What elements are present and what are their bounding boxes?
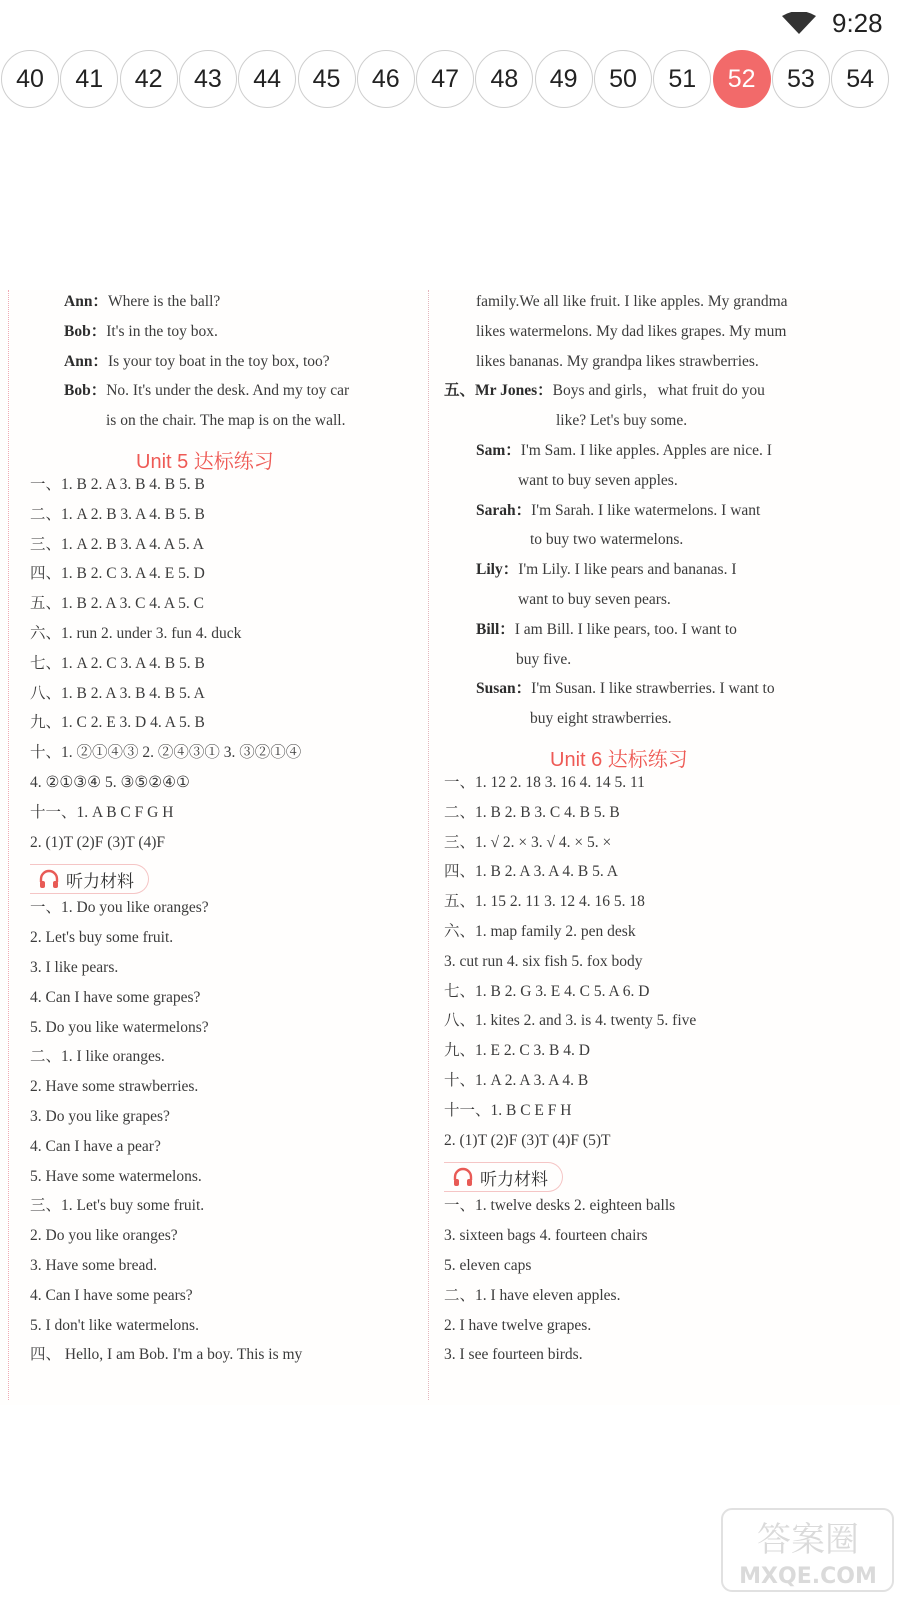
dialog-line xyxy=(64,381,349,401)
line-text: No. It's under the desk. And my toy car xyxy=(106,382,350,400)
page-button-41[interactable]: 41 xyxy=(60,50,118,108)
answer-line xyxy=(30,684,205,704)
listening-line xyxy=(30,1286,193,1306)
line-text: 五、1. B 2. A 3. C 4. A 5. C xyxy=(30,595,204,613)
line-text: It's in the toy box. xyxy=(106,322,218,340)
answer-line xyxy=(30,833,165,853)
column-divider xyxy=(428,290,429,1400)
speaker-name: Susan： xyxy=(476,680,532,698)
answer-line xyxy=(30,654,205,674)
passage-line xyxy=(476,322,786,342)
line-text: 九、1. C 2. E 3. D 4. A 5. B xyxy=(30,714,205,732)
answer-line xyxy=(444,862,618,882)
line-text: 四、1. B 2. A 3. A 4. B 5. A xyxy=(444,863,618,881)
listening-line xyxy=(30,1047,165,1067)
svg-text:答案圈: 答案圈 xyxy=(757,1520,859,1560)
listening-line xyxy=(30,1256,157,1276)
page-button-44[interactable]: 44 xyxy=(238,50,296,108)
answer-line xyxy=(30,594,204,614)
dialog-line xyxy=(64,322,218,342)
line-text: Is your toy boat in the toy box, too? xyxy=(107,352,330,370)
line-text: I'm Lily. I like pears and bananas. I xyxy=(518,561,737,579)
line-text: 4. Can I have some grapes? xyxy=(30,988,201,1006)
listening-line xyxy=(444,1316,591,1336)
dialog-line xyxy=(476,560,736,580)
answer-line xyxy=(444,952,642,972)
line-text: 3. I like pears. xyxy=(30,959,119,976)
line-text: 4. Can I have some pears? xyxy=(30,1286,193,1304)
passage-line xyxy=(476,352,759,372)
line-text: 5. Have some watermelons. xyxy=(30,1167,202,1185)
line-text: 六、1. map family 2. pen desk xyxy=(444,923,636,940)
line-text: Where is the ball? xyxy=(107,293,221,310)
answer-line xyxy=(444,892,645,912)
line-text: want to buy seven pears. xyxy=(518,591,671,608)
answer-line xyxy=(444,1101,571,1121)
line-text: 四、1. B 2. C 3. A 4. E 5. D xyxy=(30,565,205,583)
line-text: 一、1. 12 2. 18 3. 16 4. 14 5. 11 xyxy=(444,774,645,791)
answer-line xyxy=(444,773,645,793)
page-button-40[interactable]: 40 xyxy=(1,50,59,108)
line-text: 十、1. A 2. A 3. A 4. B xyxy=(444,1072,589,1089)
answer-line xyxy=(444,1011,696,1031)
line-text: 二、1. B 2. B 3. C 4. B 5. B xyxy=(444,803,620,821)
answer-line xyxy=(30,713,205,733)
line-text: 二、1. I have eleven apples. xyxy=(444,1286,621,1304)
line-text: 3. Do you like grapes? xyxy=(30,1108,170,1125)
line-text: 七、1. B 2. G 3. E 4. C 5. A 6. D xyxy=(444,982,650,1000)
dialog-line xyxy=(106,411,346,431)
line-text: 4. Can I have a pear? xyxy=(30,1137,161,1155)
status-bar xyxy=(0,0,900,46)
line-text: like? Let's buy some. xyxy=(556,412,688,430)
headphones-icon xyxy=(38,868,60,890)
line-text: to buy two watermelons. xyxy=(530,531,684,549)
answer-line xyxy=(444,1131,610,1151)
answer-line xyxy=(444,982,649,1002)
line-text: 二、1. I like oranges. xyxy=(30,1048,165,1066)
line-text: 3. cut run 4. six fish 5. fox body xyxy=(444,952,643,970)
line-text: I'm Sam. I like apples. Apples are nice. I xyxy=(520,442,772,459)
speaker-name: Bob： xyxy=(64,382,107,400)
page-button-50[interactable]: 50 xyxy=(594,50,652,108)
listening-line xyxy=(444,1256,531,1276)
speaker-name: Sarah： xyxy=(476,501,532,519)
line-text: 十一、1. B C E F H xyxy=(444,1101,572,1119)
listening-line xyxy=(30,988,200,1008)
line-text: likes watermelons. My dad likes grapes. My mum xyxy=(476,322,787,340)
listening-line xyxy=(30,1107,170,1127)
dialog-line xyxy=(64,292,220,312)
answer-line xyxy=(30,624,241,644)
listening-line xyxy=(444,1196,675,1216)
dialog-line xyxy=(518,471,678,491)
line-text: 3. Have some bread. xyxy=(30,1257,157,1274)
speaker-name: Lily： xyxy=(476,561,519,579)
listening-label: 听力材料 xyxy=(66,871,134,891)
line-text: 三、1. A 2. B 3. A 4. A 5. A xyxy=(30,535,204,553)
line-text: I am Bill. I like pears, too. I want to xyxy=(514,620,737,638)
line-text: buy five. xyxy=(516,650,572,668)
answer-line xyxy=(30,564,205,584)
line-text: 十、1. ②①④③ 2. ②④③① 3. ③②①④ xyxy=(30,744,302,762)
line-text: 3. sixteen bags 4. fourteen chairs xyxy=(444,1227,648,1245)
line-text: 三、1. √ 2. × 3. √ 4. × 5. × xyxy=(444,833,612,851)
line-text: 5. eleven caps xyxy=(444,1257,532,1274)
line-text: 六、1. run 2. under 3. fun 4. duck xyxy=(30,625,242,642)
dialog-line xyxy=(530,530,683,550)
page-button-43[interactable]: 43 xyxy=(179,50,237,108)
watermark-logo xyxy=(720,1505,895,1595)
line-text: likes bananas. My grandpa likes strawberries. xyxy=(476,352,759,370)
line-text: 五、1. 15 2. 11 3. 12 4. 16 5. 18 xyxy=(444,893,645,911)
listening-line xyxy=(30,1226,178,1246)
speaker-name: 五、Mr Jones： xyxy=(444,382,553,400)
speaker-name: Bill： xyxy=(476,620,515,638)
passage-line xyxy=(476,292,788,312)
page-button-54[interactable]: 54 xyxy=(831,50,889,108)
answer-line xyxy=(30,803,173,823)
line-text: 一、1. twelve desks 2. eighteen balls xyxy=(444,1197,676,1215)
line-text: is on the chair. The map is on the wall. xyxy=(106,412,346,430)
line-text: family.We all like fruit. I like apples. My grandma xyxy=(476,293,788,310)
dialog-line xyxy=(556,411,687,431)
listening-line xyxy=(30,958,118,978)
speaker-name: Ann： xyxy=(64,293,108,310)
listening-header xyxy=(444,1162,563,1192)
page-button-42[interactable]: 42 xyxy=(120,50,178,108)
listening-line xyxy=(30,1167,202,1187)
unit6-title: Unit 6 达标练习 xyxy=(550,749,688,771)
speaker-name: Ann： xyxy=(64,352,108,370)
line-text: 八、1. B 2. A 3. B 4. B 5. A xyxy=(30,684,205,702)
listening-line xyxy=(30,898,209,918)
page-button-49[interactable]: 49 xyxy=(535,50,593,108)
line-text: Boys and girls，what fruit do you xyxy=(552,382,765,400)
line-text: 九、1. E 2. C 3. B 4. D xyxy=(444,1042,590,1060)
document-page xyxy=(0,290,900,1405)
line-text: 一、1. Do you like oranges? xyxy=(30,899,209,917)
answer-line xyxy=(30,475,205,495)
line-text: 4. ②①③④ 5. ③⑤②④① xyxy=(30,774,190,791)
listening-label: 听力材料 xyxy=(480,1169,548,1189)
speaker-name: Bob： xyxy=(64,322,107,340)
answer-line xyxy=(444,803,620,823)
line-text: 3. I see fourteen birds. xyxy=(444,1346,583,1364)
line-text: 七、1. A 2. C 3. A 4. B 5. B xyxy=(30,654,205,672)
answer-line xyxy=(30,773,190,793)
page-button-47[interactable]: 47 xyxy=(416,50,474,108)
answer-line xyxy=(444,1041,590,1061)
line-text: 2. (1)T (2)F (3)T (4)F xyxy=(30,833,166,851)
dialog-line xyxy=(516,650,571,670)
unit5-title: Unit 5 达标练习 xyxy=(136,451,274,473)
answer-line xyxy=(30,505,205,525)
dialog-line xyxy=(476,620,737,640)
dialog-line xyxy=(444,381,765,401)
line-text: 2. Do you like oranges? xyxy=(30,1227,178,1245)
page-button-52[interactable]: 52 xyxy=(713,50,771,108)
line-text: I'm Susan. I like strawberries. I want to xyxy=(531,680,775,698)
answer-line xyxy=(30,535,204,555)
listening-line xyxy=(30,1137,161,1157)
answer-line xyxy=(444,833,611,853)
line-text: 四、 Hello, I am Bob. I'm a boy. This is my xyxy=(30,1346,303,1364)
line-text: 2. Let's buy some fruit. xyxy=(30,929,174,947)
left-margin-rule xyxy=(8,290,9,1400)
line-text: 二、1. A 2. B 3. A 4. B 5. B xyxy=(30,505,205,523)
listening-line xyxy=(30,1077,198,1097)
dialog-line xyxy=(476,679,775,699)
page-button-51[interactable]: 51 xyxy=(653,50,711,108)
svg-text:MXQE.COM: MXQE.COM xyxy=(739,1564,877,1589)
answer-line xyxy=(444,922,636,942)
answer-line xyxy=(444,1071,588,1091)
speaker-name: Sam： xyxy=(476,442,521,459)
line-text: 十一、1. A B C F G H xyxy=(30,803,174,821)
status-time: 9:28 xyxy=(832,8,883,38)
line-text: 5. I don't like watermelons. xyxy=(30,1316,199,1334)
listening-line xyxy=(30,1345,302,1365)
dialog-line xyxy=(518,590,671,610)
listening-line xyxy=(30,1316,199,1336)
listening-line xyxy=(30,928,173,948)
wifi-icon xyxy=(782,12,816,34)
dialog-line xyxy=(530,709,672,729)
page-button-45[interactable]: 45 xyxy=(298,50,356,108)
line-text: 5. Do you like watermelons? xyxy=(30,1018,209,1036)
line-text: 2. Have some strawberries. xyxy=(30,1078,199,1096)
dialog-line xyxy=(476,501,760,521)
line-text: I'm Sarah. I like watermelons. I want xyxy=(531,501,761,519)
listening-line xyxy=(444,1345,583,1365)
dialog-line xyxy=(64,352,330,372)
line-text: 2. I have twelve grapes. xyxy=(444,1316,592,1334)
line-text: 三、1. Let's buy some fruit. xyxy=(30,1197,205,1215)
line-text: 2. (1)T (2)F (3)T (4)F (5)T xyxy=(444,1131,611,1149)
line-text: want to buy seven apples. xyxy=(518,471,678,489)
answer-line xyxy=(30,743,301,763)
page-button-53[interactable]: 53 xyxy=(772,50,830,108)
line-text: 八、1. kites 2. and 3. is 4. twenty 5. five xyxy=(444,1012,697,1030)
page-button-48[interactable]: 48 xyxy=(475,50,533,108)
listening-line xyxy=(30,1196,204,1216)
listening-line xyxy=(444,1286,620,1306)
line-text: buy eight strawberries. xyxy=(530,710,672,728)
listening-line xyxy=(444,1226,648,1246)
page-button-46[interactable]: 46 xyxy=(357,50,415,108)
line-text: 一、1. B 2. A 3. B 4. B 5. B xyxy=(30,476,205,493)
dialog-line xyxy=(476,441,772,461)
listening-header xyxy=(30,864,149,894)
headphones-icon xyxy=(452,1166,474,1188)
page-selector xyxy=(0,50,900,110)
listening-line xyxy=(30,1018,209,1038)
